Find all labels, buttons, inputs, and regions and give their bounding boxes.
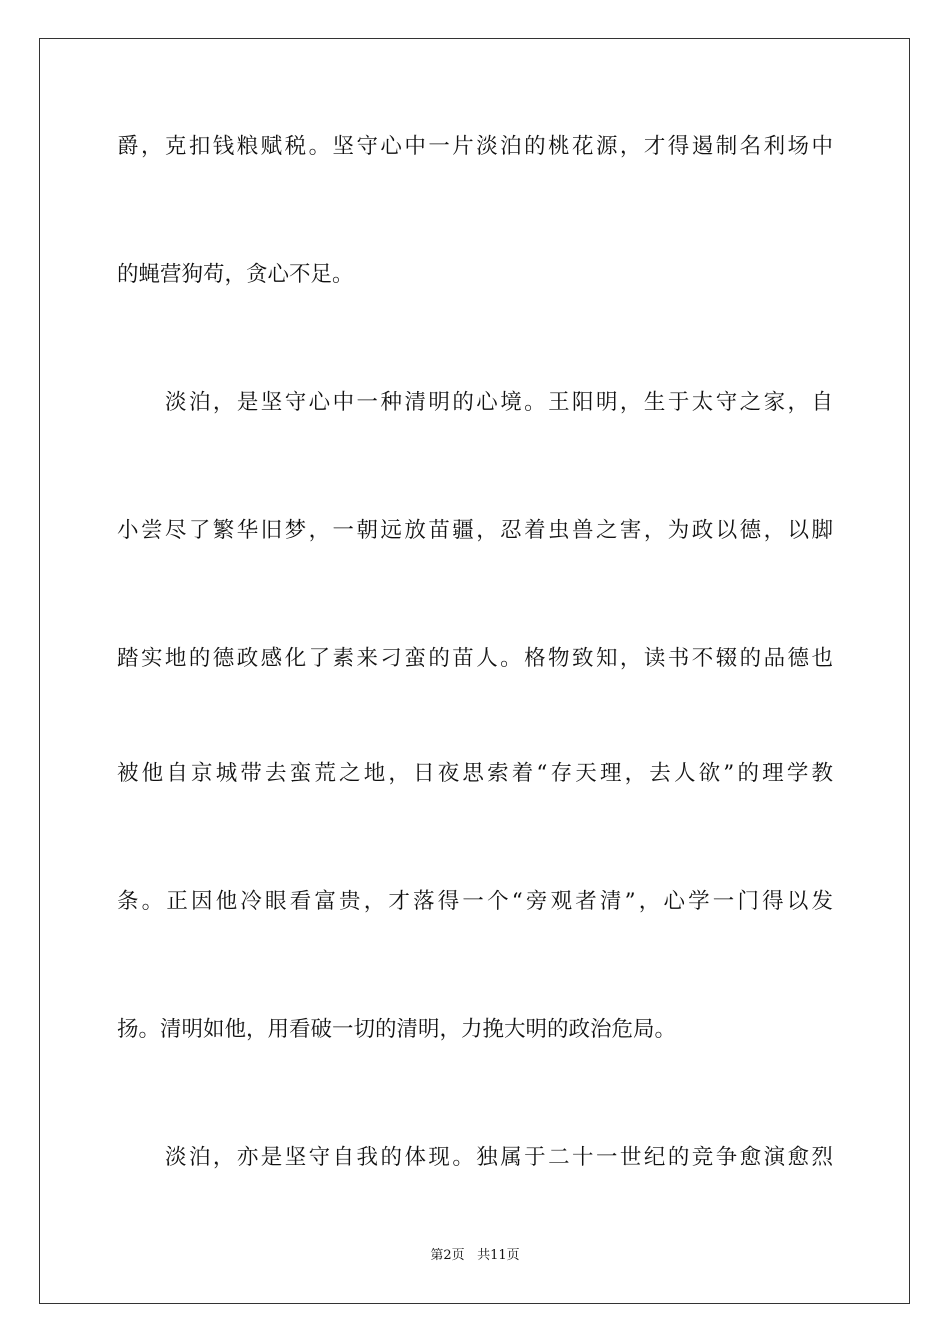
text-line-8: 扬。清明如他，用看破一切的清明，力挽大明的政治危局。 <box>117 1017 677 1042</box>
page-number: 第2页 <box>430 1248 465 1263</box>
text-line-5: 踏实地的德政感化了素来刁蛮的苗人。格物致知，读书不辍的品德也 <box>117 646 833 671</box>
text-line-2: 的蝇营狗苟，贪心不足。 <box>117 262 354 287</box>
text-line-4: 小尝尽了繁华旧梦，一朝远放苗疆，忍着虫兽之害，为政以德，以脚 <box>117 518 833 543</box>
text-line-3: 淡泊，是坚守心中一种清明的心境。王阳明，生于太守之家，自 <box>165 390 833 415</box>
text-line-7: 条。正因他冷眼看富贵，才落得一个“旁观者清”，心学一门得以发 <box>117 889 833 914</box>
text-line-9: 淡泊，亦是坚守自我的体现。独属于二十一世纪的竞争愈演愈烈 <box>165 1145 833 1170</box>
page-footer <box>0 1248 950 1264</box>
text-line-6: 被他自京城带去蛮荒之地，日夜思索着“存天理，去人欲”的理学教 <box>117 761 833 786</box>
page-total: 共11页 <box>477 1248 520 1263</box>
text-line-1: 爵，克扣钱粮赋税。坚守心中一片淡泊的桃花源，才得遏制名利场中 <box>117 134 833 159</box>
